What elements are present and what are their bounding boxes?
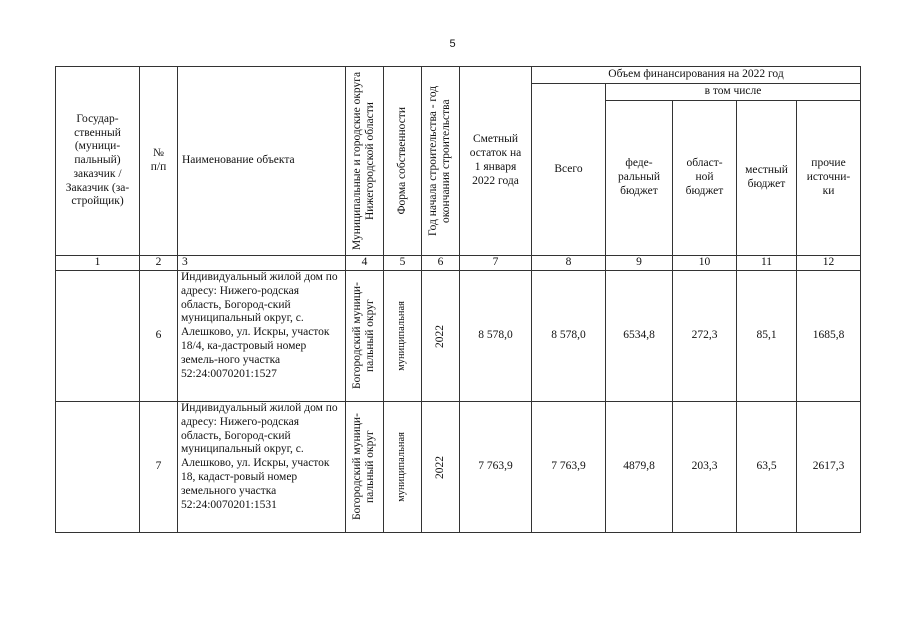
header-years-label: Год начала строительства - год окончания строительства — [427, 85, 453, 237]
row-federal: 6534,8 — [606, 271, 673, 402]
row-ownership-label: муниципальная — [396, 432, 408, 502]
header-balance: Сметный остаток на 1 января 2022 года — [460, 67, 532, 256]
row-number: 6 — [140, 271, 178, 402]
row-local: 85,1 — [737, 271, 797, 402]
header-ownership — [384, 67, 422, 256]
column-number: 4 — [346, 256, 384, 271]
row-customer — [56, 271, 140, 402]
header-num: № п/п — [140, 67, 178, 256]
row-ownership — [384, 402, 422, 533]
header-regional: област- ной бюджет — [673, 101, 737, 256]
page-number: 5 — [449, 38, 456, 50]
header-total: Всего — [532, 84, 606, 256]
row-municipality — [346, 402, 384, 533]
table-row — [56, 271, 861, 402]
row-year — [422, 271, 460, 402]
header-ownership-label: Форма собственности — [395, 107, 408, 215]
row-other: 2617,3 — [797, 402, 861, 533]
column-number: 3 — [178, 256, 346, 271]
header-row-1 — [56, 67, 861, 84]
row-ownership-label: муниципальная — [396, 301, 408, 371]
row-object-name: Индивидуальный жилой дом по адресу: Нижего-родская область, Богород-ский муниципальный округ, с. Алешково, ул. Искры, участок 18/4, ка-дастровый номер земель-ного участка 52:24:0070201:1527 — [178, 271, 346, 402]
row-local: 63,5 — [737, 402, 797, 533]
row-total: 7 763,9 — [532, 402, 606, 533]
header-municipality — [346, 67, 384, 256]
column-number-row — [56, 256, 861, 271]
header-municipality-label: Муниципальные и городские округа Нижегородской области — [351, 71, 377, 251]
column-number: 1 — [56, 256, 140, 271]
row-municipality-label: Богородский муници-пальный округ — [351, 413, 377, 521]
column-number: 12 — [797, 256, 861, 271]
header-years — [422, 67, 460, 256]
row-municipality-label: Богородский муници-пальный округ — [351, 282, 377, 390]
header-local: местный бюджет — [737, 101, 797, 256]
row-regional: 272,3 — [673, 271, 737, 402]
row-other: 1685,8 — [797, 271, 861, 402]
column-number: 11 — [737, 256, 797, 271]
row-regional: 203,3 — [673, 402, 737, 533]
column-number: 6 — [422, 256, 460, 271]
column-number: 10 — [673, 256, 737, 271]
table-row — [56, 402, 861, 533]
row-federal: 4879,8 — [606, 402, 673, 533]
header-customer: Государ- ственный (муници- пальный) заказчик / Заказчик (за- стройщик) — [56, 67, 140, 256]
header-other: прочие источни- ки — [797, 101, 861, 256]
row-customer — [56, 402, 140, 533]
financing-table — [55, 66, 861, 533]
row-balance: 7 763,9 — [460, 402, 532, 533]
row-year-label: 2022 — [433, 324, 446, 348]
column-number: 7 — [460, 256, 532, 271]
header-federal: феде- ральный бюджет — [606, 101, 673, 256]
row-balance: 8 578,0 — [460, 271, 532, 402]
header-including: в том числе — [606, 84, 861, 101]
row-ownership — [384, 271, 422, 402]
column-number: 2 — [140, 256, 178, 271]
column-number: 9 — [606, 256, 673, 271]
column-number: 5 — [384, 256, 422, 271]
header-object-name: Наименование объекта — [178, 67, 346, 256]
row-year — [422, 402, 460, 533]
header-funding: Объем финансирования на 2022 год — [532, 67, 861, 84]
column-number: 8 — [532, 256, 606, 271]
row-total: 8 578,0 — [532, 271, 606, 402]
row-municipality — [346, 271, 384, 402]
row-year-label: 2022 — [433, 455, 446, 479]
row-number: 7 — [140, 402, 178, 533]
row-object-name: Индивидуальный жилой дом по адресу: Нижего-родская область, Богород-ский муниципальный округ, с. Алешково, ул. Искры, участок 18, кадаст-ровый номер земельного участка 52:24:0070201:1531 — [178, 402, 346, 533]
